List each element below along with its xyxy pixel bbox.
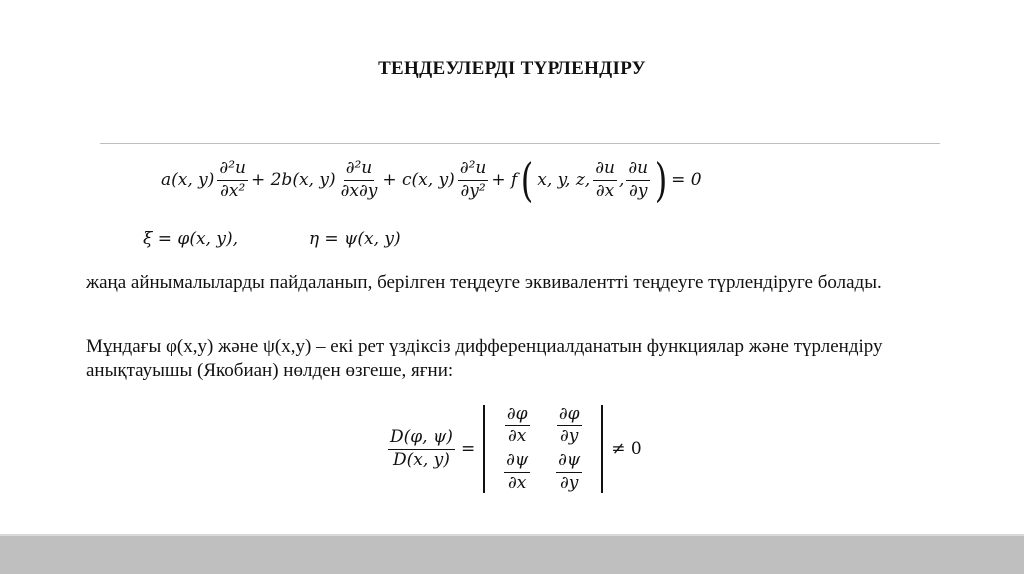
det-dphi-dy: $\frac{\partial\varphi}{\partial y}$ [558,403,580,447]
jacobian-equation [386,398,642,500]
title-divider [100,143,940,144]
coef-c: + c(x, y) [382,170,455,190]
left-paren: ( [521,153,534,207]
frac-jacobian: $\frac{D(\varphi, \psi)}{D(x, y)}$ [390,426,453,470]
equals-zero: = 0 [671,170,702,190]
frac-du-dx: $\frac{\partial u}{\partial x}$ [595,157,615,201]
paragraph-transform: жаңа айнымалыларды пайдаланып, берілген теңдеуге эквивалентті теңдеуге түрлендіруге болады. [86,272,882,293]
not-equal-zero: ≠ 0 [611,439,642,459]
right-paren: ) [654,153,668,207]
coef-2b: + 2b(x, y) [250,170,336,190]
xi-definition: ξ = φ(x, y), [143,229,238,249]
frac-du-dy: $\frac{\partial u}{\partial y}$ [628,157,649,201]
substitution-equations [143,229,401,249]
pde-equation [160,150,703,210]
frac-d2u-dy2: $\frac{\text{∂²u}}{\text{∂y²}}$ [459,157,487,201]
jacobian-equals: = [460,439,476,459]
det-dpsi-dy: $\frac{\partial\psi}{\partial y}$ [558,450,581,493]
footer-highlight-line [0,534,1024,536]
det-dpsi-dx: $\frac{\partial\psi}{\partial x}$ [506,450,529,493]
eta-definition: η = ψ(x, y) [308,229,401,249]
frac-d2u-dxdy: $\frac{\text{∂²u}}{\partial x\partial y}$ [340,157,378,201]
det-dphi-dx: $\frac{\partial\varphi}{\partial x}$ [506,403,528,447]
frac-d2u-dx2: $\frac{\text{∂²u}}{\text{∂x²}}$ [219,157,246,201]
f-args: x, y, z, [537,170,591,190]
footer-bar [0,534,1024,574]
func-f: + f [491,170,518,190]
jacobian-determinant [483,405,603,493]
args-comma: , [618,170,625,190]
slide-title: ТЕҢДЕУЛЕРДІ ТҮРЛЕНДІРУ [378,58,646,79]
paragraph-jacobian: Мұндағы φ(x,y) және ψ(x,y) – екі рет үздіксіз дифференциалданатын функциялар және түрлендіру анықтауышы (Якобиан) нөлден өзгеше, яғни: [86,336,883,381]
coef-a: a(x, y) [161,170,215,190]
